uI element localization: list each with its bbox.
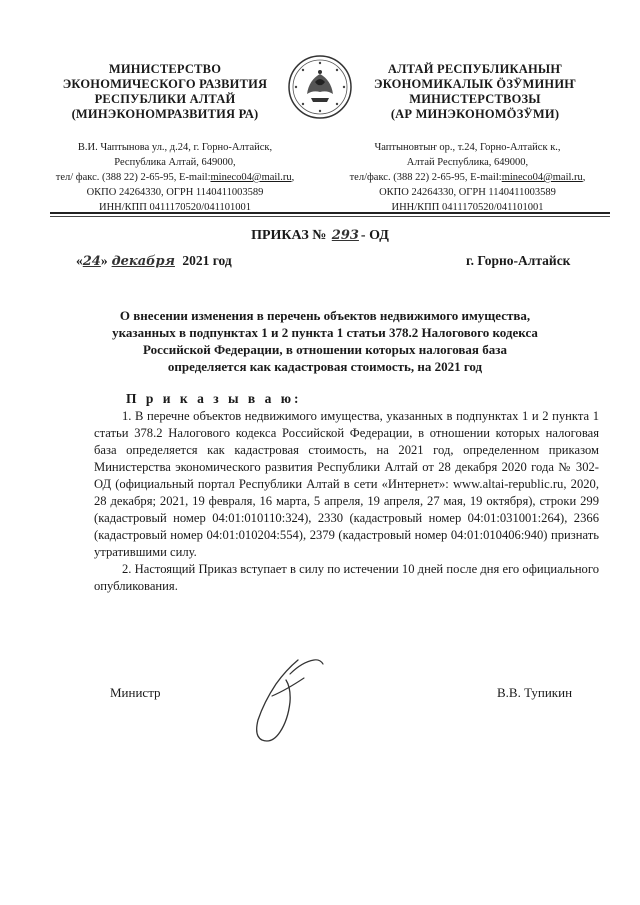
order-day: 24 — [82, 254, 101, 269]
order-body — [94, 408, 599, 595]
order-month: декабря — [111, 254, 175, 269]
address-contacts: тел/факс. (388 22) 2-65-95, E-mail:mineco04@mail.ru, — [349, 172, 586, 183]
address-line: ИНН/КПП 0411170520/041101001 — [391, 202, 544, 213]
email-link[interactable]: mineco04@mail.ru — [501, 172, 583, 183]
ministry-name-line: (АР МИНЭКОНОМӦЗӰМИ) — [390, 107, 560, 121]
order-paragraph-1: 1. В перечне объектов недвижимого имущества, указанных в подпунктах 1 и 2 пункта 1 статьи 378.2 Налогового кодекса Российской Федерации, в отношении которых налоговая база определяется как кадастровая стоимость, на 2021 год, определенном приказом Министерства экономического развития Республики Алтай от 28 декабря 2020 года № 302-ОД (официальный портал Республики Алтай в сети «Интернет»: www.altai-republic.ru, 2020, 28 декабря; 2021, 19 февраля, 16 марта, 5 апреля, 19 апреля, 27 мая, 19 октября), строки 299 (кадастровый номер 04:01:010110:324), 2330 (кадастровый номер 04:01:031001:264), 2366 (кадастровый номер 04:01:010204:554), 2379 (кадастровый номер 04:01:010406:940) признать утратившими силу. — [94, 409, 599, 559]
subject-line: О внесении изменения в перечень объектов недвижимого имущества, — [119, 308, 531, 323]
order-paragraph-2: 2. Настоящий Приказ вступает в силу по истечении 10 дней после дня его официального опубликования. — [94, 562, 599, 593]
coat-of-arms-icon — [287, 54, 353, 120]
order-city: г. Горно-Алтайск — [466, 253, 571, 268]
ministry-name-line: РЕСПУБЛИКИ АЛТАЙ — [94, 92, 236, 106]
address-line: Алтай Республика, 649000, — [406, 157, 529, 168]
ministry-name-altai — [350, 62, 600, 122]
ministry-name-line: (МИНЭКОНОМРАЗВИТИЯ РА) — [71, 107, 259, 121]
ministry-name-line: ЭКОНОМИЧЕСКОГО РАЗВИТИЯ — [62, 77, 268, 91]
header-divider — [50, 212, 610, 214]
subject-line: Российской Федерации, в отношении которых налоговая база — [143, 342, 507, 357]
email-link[interactable]: mineco04@mail.ru — [210, 172, 292, 183]
ministry-name-line: ЭКОНОМИКАЛЫК ӦЗӰМИНИҤ — [374, 77, 576, 91]
address-line: ИНН/КПП 0411170520/041101001 — [99, 202, 251, 213]
ministry-name-russian — [40, 62, 290, 122]
ministry-name-line: МИНИСТЕРСТВОЗЫ — [409, 92, 541, 106]
signatory-name: В.В. Тупикин — [497, 685, 573, 700]
address-line: Чаптыновтыҥ ор., т.24, Горно-Алтайск к., — [374, 142, 561, 153]
signatory-position: Министр — [110, 685, 161, 700]
address-contacts: тел/ факс. (388 22) 2-65-95, E-mail:mineco04@mail.ru, — [55, 172, 295, 183]
address-line: ОКПО 24264330, ОГРН 1140411003589 — [379, 187, 556, 198]
prikazyvayu-heading: П р и к а з ы в а ю: — [126, 391, 302, 406]
address-line: ОКПО 24264330, ОГРН 1140411003589 — [86, 187, 264, 198]
header-divider-thin — [50, 216, 610, 217]
address-russian — [40, 140, 310, 215]
order-number: 293 — [331, 228, 359, 243]
subject-line: определяется как кадастровая стоимость, на 2021 год — [167, 359, 483, 374]
ministry-name-line: МИНИСТЕРСТВО — [108, 62, 222, 76]
subject-line: указанных в подпунктах 1 и 2 пункта 1 статьи 378.2 Налогового кодекса — [112, 325, 538, 340]
order-subject — [90, 307, 560, 375]
order-title: ПРИКАЗ № 293 - ОД — [251, 228, 389, 243]
handwritten-signature-icon — [228, 640, 338, 750]
address-altai — [330, 140, 605, 215]
address-line: Республика Алтай, 649000, — [114, 157, 236, 168]
order-date: «24» декабря 2021 год — [76, 253, 232, 269]
address-line: В.И. Чаптынова ул., д.24, г. Горно-Алтайск, — [77, 142, 273, 153]
ministry-name-line: АЛТАЙ РЕСПУБЛИКАНЫҤ — [387, 62, 563, 76]
